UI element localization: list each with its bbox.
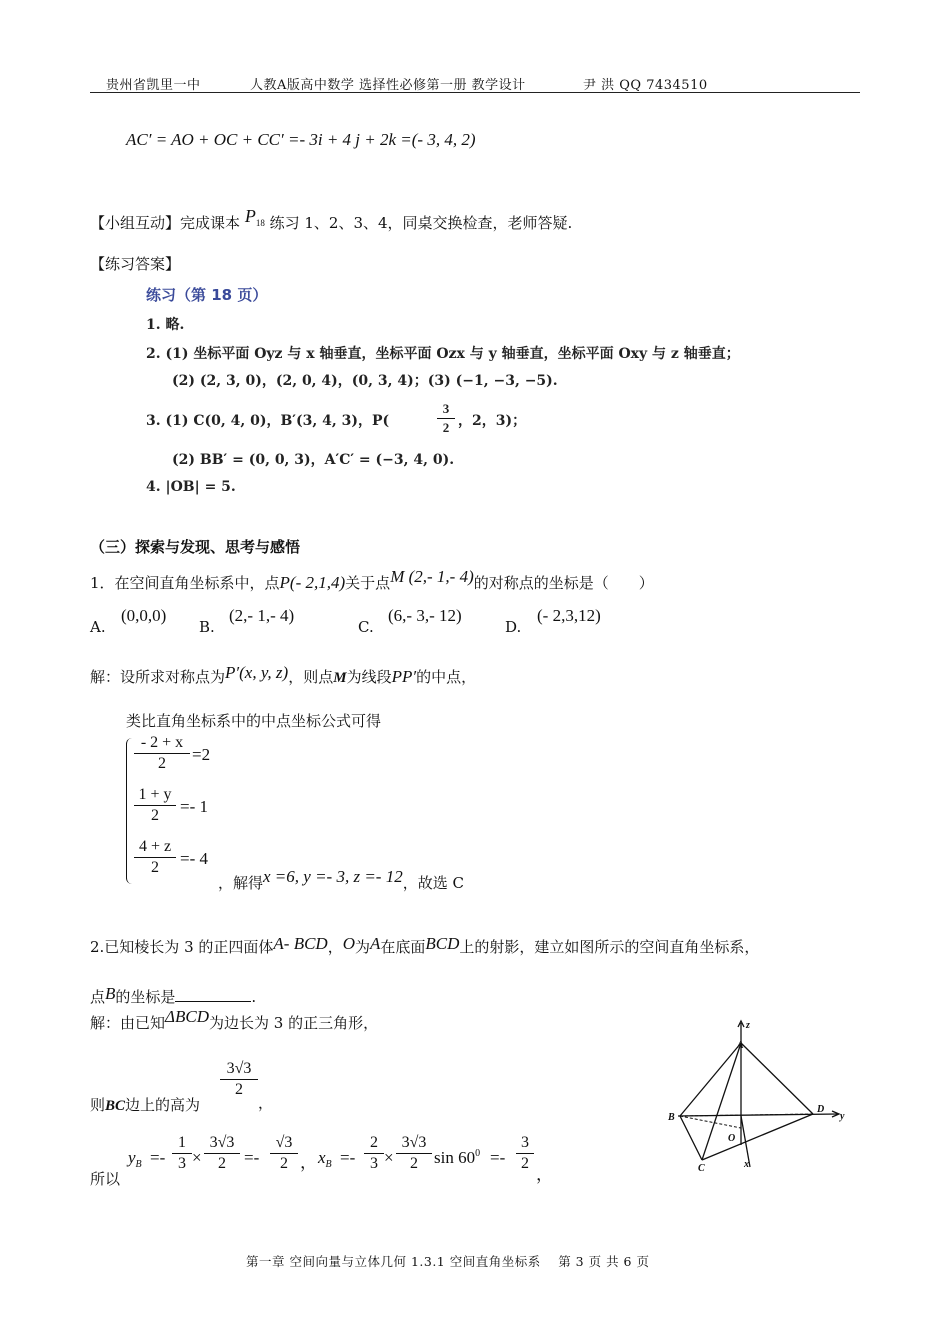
q1-result-values: x =6, y =- 3, z =- 12 xyxy=(263,867,403,886)
q1-result xyxy=(218,867,464,893)
q2-line2 xyxy=(90,986,256,1007)
yb-times: × xyxy=(192,1148,202,1167)
q2-line2-prefix: 点 xyxy=(90,988,106,1006)
answer-blank xyxy=(175,987,251,1002)
xb-frac2 xyxy=(396,1134,432,1173)
xb-frac2-den: 2 xyxy=(410,1155,418,1172)
yb-frac2-den: 2 xyxy=(218,1155,226,1172)
section-title: （三）探索与发现、思考与感悟 xyxy=(90,538,301,556)
q1-analogy: 类比直角坐标系中的中点坐标公式可得 xyxy=(126,712,382,730)
xb-frac3 xyxy=(516,1134,534,1173)
q1-option-d-value: (- 2,3,12) xyxy=(537,606,601,625)
q1-sol-pp: PP′ xyxy=(391,667,417,686)
yb-comma: ， xyxy=(300,1153,317,1172)
xb-label xyxy=(318,1148,332,1168)
answer-line-4 xyxy=(146,410,389,430)
q2-o: O xyxy=(342,934,355,953)
q2-sol-prefix: 解：由已知 xyxy=(90,1014,166,1032)
xb-var: x xyxy=(318,1148,326,1167)
practice-answer-tag: 【练习答案】 xyxy=(90,255,181,273)
group-activity-tag: 【小组互动】 xyxy=(90,214,181,232)
label-a: A xyxy=(737,1040,744,1051)
answer-p-tail: ，2，3)； xyxy=(458,413,527,429)
group-activity-text-after: 练习 1、2、3、4，同桌交换检查，老师答疑. xyxy=(269,214,573,232)
q1-mid: 关于点 xyxy=(345,574,391,592)
q1-option-c-label: C. xyxy=(358,618,374,636)
yb-frac3-den: 2 xyxy=(280,1155,288,1172)
q2-prefix: 2.已知棱长为 3 的正四面体 xyxy=(90,938,274,956)
yb-frac2 xyxy=(204,1134,240,1173)
answer-line-1: 1. 略. xyxy=(146,317,185,333)
yb-frac3 xyxy=(270,1134,298,1173)
yb-frac1-num: 1 xyxy=(178,1134,186,1151)
page-ref: P xyxy=(244,206,256,226)
page-ref-sub: 18 xyxy=(255,218,265,228)
height-den: 2 xyxy=(235,1081,243,1098)
edge-cd xyxy=(702,1114,813,1160)
q1-result-prefix: ，解得 xyxy=(218,874,264,892)
group-activity-text-before: 完成课本 xyxy=(180,214,241,232)
yb-frac3-num: √3 xyxy=(275,1134,293,1151)
height-suffix: ， xyxy=(258,1094,274,1112)
q1-stem xyxy=(90,567,654,593)
q2-line2-suffix: 的坐标是 xyxy=(115,988,176,1006)
q1-option-a-value: (0,0,0) xyxy=(121,606,167,625)
xb-times: × xyxy=(384,1148,394,1167)
eq1-den: 2 xyxy=(158,755,166,772)
q1-result-suffix: ，故选 C xyxy=(402,874,464,892)
q1-sol-mid2: 为线段 xyxy=(346,668,392,686)
answer-line-5: (2) BB′ = (0, 0, 3)，A′C′ = (−3, 4, 0). xyxy=(172,452,455,468)
eq3-rhs: =- 4 xyxy=(180,849,208,868)
q2-b: B xyxy=(105,984,116,1003)
label-x: x xyxy=(744,1159,749,1170)
p-frac-num: 3 xyxy=(442,401,450,416)
xb-frac3-num: 3 xyxy=(521,1134,529,1151)
xb-frac1 xyxy=(364,1134,384,1173)
q1-point-p: P(- 2,1,4) xyxy=(279,573,346,592)
sin-sup: 0 xyxy=(475,1148,481,1159)
label-y: y xyxy=(840,1111,845,1122)
eq1-rhs: =2 xyxy=(192,745,211,764)
header-author: 尹 洪 QQ 7434510 xyxy=(583,78,708,93)
eq2-fraction xyxy=(134,786,176,825)
edge-bc xyxy=(680,1116,702,1160)
q2-period: . xyxy=(251,988,257,1006)
eq3-den: 2 xyxy=(151,859,159,876)
label-b: B xyxy=(668,1112,675,1123)
yb-frac1 xyxy=(172,1134,192,1173)
edge-ad xyxy=(741,1043,813,1114)
label-z: z xyxy=(746,1020,750,1031)
q1-sol-prefix: 解：设所求对称点为 xyxy=(90,668,226,686)
vector-formula: AC′ = AO + OC + CC′ =- 3i + 4 j + 2k =(- 3, 4, 2) xyxy=(126,130,476,149)
group-activity xyxy=(90,206,573,233)
q1-sol-point: P′(x, y, z) xyxy=(225,663,289,682)
q2-height-line xyxy=(90,1094,200,1115)
header-course: 人教A版高中数学 选择性必修第一册 教学设计 xyxy=(250,78,526,93)
answer-line-4-text: 3. (1) C(0, 4, 0)，B′(3, 4, 3)，P( xyxy=(146,413,390,429)
eq3-fraction xyxy=(134,838,176,877)
q1-option-a-label: A. xyxy=(90,618,106,636)
xb-sin xyxy=(434,1148,480,1168)
q1-point-m: M (2,- 1,- 4) xyxy=(390,567,474,586)
xb-eq-sign: =- xyxy=(340,1148,356,1167)
xb-end-comma: ， xyxy=(536,1165,553,1184)
q2-mid1: 为 xyxy=(355,938,371,956)
yb-sub: B xyxy=(135,1159,142,1170)
q1-sol-m: M xyxy=(333,670,347,686)
p-frac-den: 2 xyxy=(442,420,450,435)
tetrahedron-figure xyxy=(660,1015,860,1180)
practice-title: 练习（第 18 页） xyxy=(146,286,268,304)
q2-suffix: 上的射影，建立如图所示的空间直角坐标系， xyxy=(459,938,760,956)
xb-frac1-num: 2 xyxy=(370,1134,378,1151)
edge-ab xyxy=(680,1043,741,1116)
xb-sub: B xyxy=(325,1159,332,1170)
q1-suffix: 的对称点的坐标是（ ） xyxy=(473,574,654,592)
q2-bcd: BCD xyxy=(425,934,460,953)
eq1-fraction xyxy=(134,734,190,773)
q1-option-d-label: D. xyxy=(505,618,522,636)
q2-solution-line xyxy=(90,1007,379,1033)
answer-p-fraction xyxy=(437,401,455,436)
yb-eq-sign: =- xyxy=(150,1148,166,1167)
yb-frac2-num: 3√3 xyxy=(209,1134,235,1151)
so-label: 所以 xyxy=(90,1170,121,1188)
q1-prefix: 1．在空间直角坐标系中，点 xyxy=(90,574,280,592)
q2-mid2: 在底面 xyxy=(380,938,426,956)
eq3-num: 4 + z xyxy=(138,838,172,855)
median-hidden xyxy=(680,1116,741,1128)
q2-height-prefix: 则 xyxy=(90,1096,106,1114)
footer: 第一章 空间向量与立体几何 1.3.1 空间直角坐标系 第 3 页 共 6 页 xyxy=(246,1254,650,1269)
q1-option-b-label: B. xyxy=(199,618,215,636)
q1-option-b-value: (2,- 1,- 4) xyxy=(229,606,295,625)
answer-line-3: (2) (2, 3, 0)，(2, 0, 4)，(0, 3, 4)；(3) (−1, −3, −5). xyxy=(172,373,558,389)
label-d: D xyxy=(817,1104,825,1115)
xb-eq-sign-2: =- xyxy=(490,1148,506,1167)
sin-text: sin 60 xyxy=(434,1148,476,1167)
xb-frac2-num: 3√3 xyxy=(401,1134,427,1151)
yb-var: y xyxy=(128,1148,136,1167)
q1-sol-mid: ，则点 xyxy=(288,668,334,686)
q2-a: A xyxy=(370,934,381,953)
eq2-num: 1 + y xyxy=(138,786,172,803)
answer-line-6: 4. |OB| = 5. xyxy=(146,479,236,495)
xb-frac1-den: 3 xyxy=(370,1155,378,1172)
q2-sol-suffix: 为边长为 3 的正三角形， xyxy=(209,1014,379,1032)
q1-solution-line xyxy=(90,663,477,687)
q1-sol-suffix: 的中点， xyxy=(416,668,477,686)
yb-frac1-den: 3 xyxy=(178,1155,186,1172)
label-c: C xyxy=(698,1163,705,1174)
xb-frac3-den: 2 xyxy=(521,1155,529,1172)
eq1-num: - 2 + x xyxy=(140,734,184,751)
q2-sep: ， xyxy=(327,938,343,956)
height-fraction xyxy=(220,1060,258,1099)
q2-tetra: A- BCD xyxy=(273,934,328,953)
q2-height-bc: BC xyxy=(105,1098,126,1114)
height-num: 3√3 xyxy=(226,1060,252,1077)
answer-line-2: 2. (1) 坐标平面 Oyz 与 x 轴垂直，坐标平面 Ozx 与 y 轴垂直，坐标平面 Oxy 与 z 轴垂直； xyxy=(146,346,740,362)
header-school: 贵州省凯里一中 xyxy=(106,78,201,93)
yb-eq-sign-2: =- xyxy=(244,1148,260,1167)
q2-stem xyxy=(90,936,759,957)
label-o: O xyxy=(728,1133,736,1144)
q1-option-c-value: (6,- 3,- 12) xyxy=(388,606,462,625)
eq2-rhs: =- 1 xyxy=(180,797,208,816)
header-rule xyxy=(90,92,860,93)
yb-label xyxy=(128,1148,142,1168)
q2-triangle: ΔBCD xyxy=(165,1007,209,1026)
eq2-den: 2 xyxy=(151,807,159,824)
q2-height-mid: 边上的高为 xyxy=(125,1096,201,1114)
